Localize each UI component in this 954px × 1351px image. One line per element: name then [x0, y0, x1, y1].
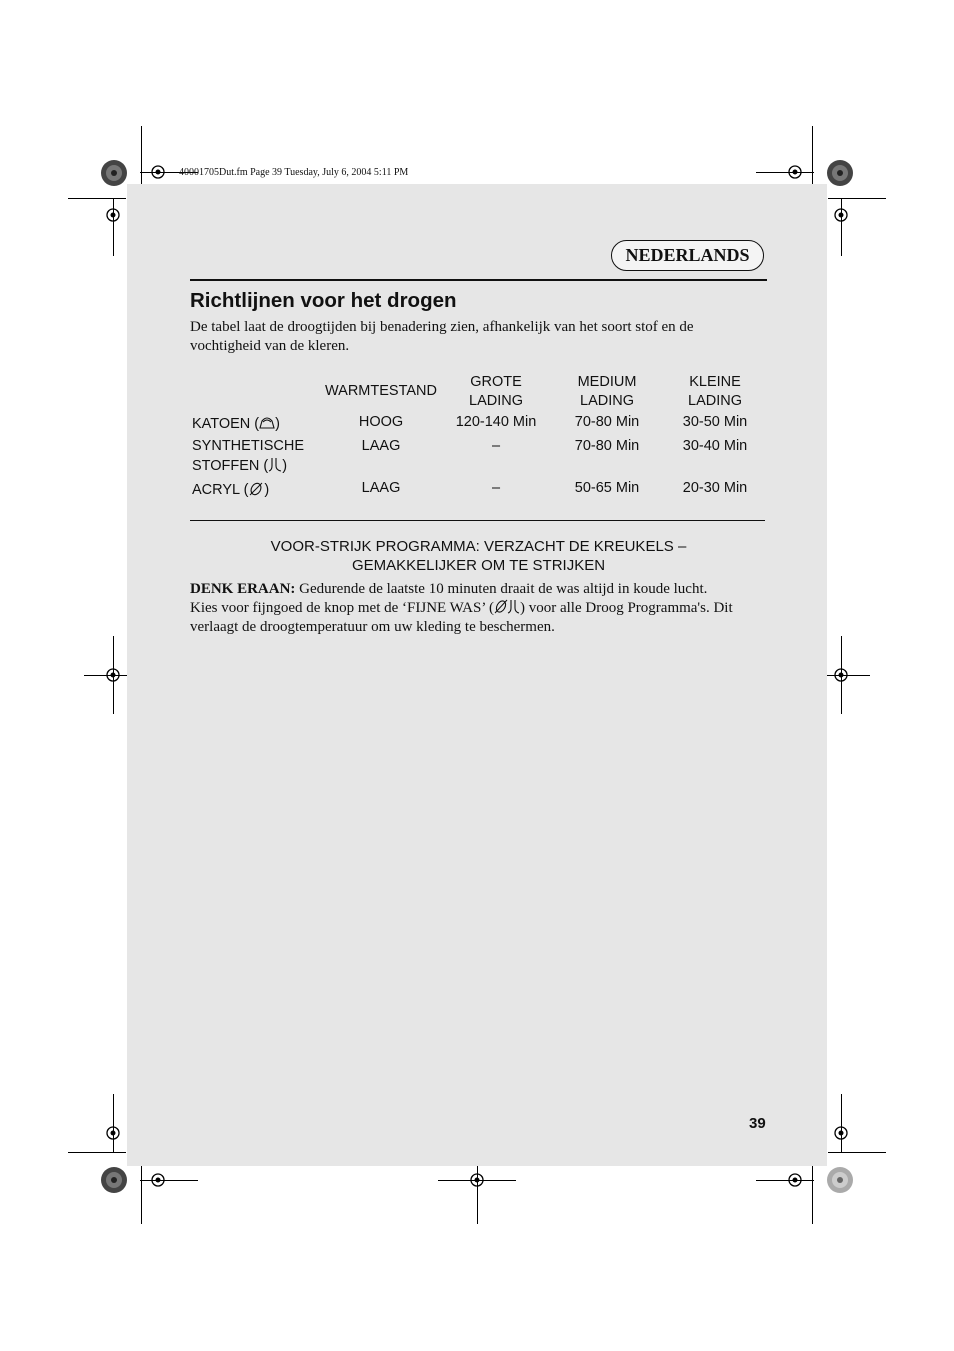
page-title: Richtlijnen voor het drogen: [190, 289, 457, 312]
table-row-synthetic-label-line1: SYNTHETISCHE: [192, 438, 304, 454]
crosshair-icon: [148, 1170, 168, 1190]
header-small-line2: LADING: [688, 393, 742, 409]
table-cell-acrylic-small: 20-30 Min: [682, 480, 748, 496]
pre-iron-heading: [190, 537, 767, 575]
header-small-line1: KLEINE: [689, 374, 741, 390]
table-cell-cotton-heat: HOOG: [358, 414, 404, 430]
cotton-icon: [259, 416, 275, 430]
crosshair-icon: [148, 162, 168, 182]
crosshair-icon: [785, 1170, 805, 1190]
delicate-wash-icon: [494, 599, 520, 614]
header-medium-line1: MEDIUM: [577, 374, 637, 390]
registration-mark-icon: [826, 159, 854, 187]
header-large-line2: LADING: [469, 393, 523, 409]
reminder-note: [190, 580, 770, 637]
header-large-line1: GROTE: [470, 374, 522, 390]
language-badge: NEDERLANDS: [611, 240, 764, 271]
crosshair-icon: [831, 205, 851, 225]
crosshair-icon: [103, 665, 123, 685]
crosshair-icon: [103, 1123, 123, 1143]
table-cell-synthetic-medium: 70-80 Min: [574, 438, 640, 454]
header-medium-line2: LADING: [580, 393, 634, 409]
table-bottom-rule: [190, 520, 765, 521]
registration-mark-icon: [100, 1166, 128, 1194]
header-rule: [190, 279, 767, 281]
note-line1: DENK ERAAN: Gedurende de laatste 10 minuten draait de was altijd in koude lucht.: [190, 581, 708, 597]
table-cell-synthetic-heat: LAAG: [361, 438, 401, 454]
table-row-cotton-label: KATOEN ( ): [192, 416, 280, 432]
page-number: 39: [749, 1115, 766, 1132]
table-row-synthetic-label-line2: STOFFEN ( ): [192, 458, 288, 474]
note-line3: verlaagt de droogtemperatuur om uw kleding te beschermen.: [190, 619, 555, 635]
header-heat: WARMTESTAND: [325, 383, 437, 399]
pre-iron-heading-line1: VOOR-STRIJK PROGRAMMA: VERZACHT DE KREUKELS –: [270, 538, 687, 555]
crosshair-icon: [831, 665, 851, 685]
table-cell-cotton-medium: 70-80 Min: [574, 414, 640, 430]
note-label: DENK ERAAN:: [190, 581, 296, 597]
table-cell-acrylic-heat: LAAG: [361, 480, 401, 496]
crosshair-icon: [831, 1123, 851, 1143]
table-cell-synthetic-small: 30-40 Min: [682, 438, 748, 454]
acrylic-icon: [248, 482, 264, 496]
note-line2: Kies voor fijngoed de knop met de ‘FIJNE WAS’ ( ) voor alle Droog Programma's. Dit: [190, 600, 733, 616]
crosshair-icon: [467, 1170, 487, 1190]
table-cell-acrylic-medium: 50-65 Min: [574, 480, 640, 496]
table-row-acrylic-label: ACRYL ( ): [192, 482, 270, 498]
registration-mark-icon: [100, 159, 128, 187]
registration-mark-icon: [826, 1166, 854, 1194]
crosshair-icon: [103, 205, 123, 225]
crosshair-icon: [785, 162, 805, 182]
synthetic-icon: [268, 457, 282, 472]
file-header-meta: 40001705Dut.fm Page 39 Tuesday, July 6, 2004 5:11 PM: [179, 167, 409, 178]
table-cell-cotton-small: 30-50 Min: [682, 414, 748, 430]
intro-paragraph: De tabel laat de droogtijden bij benadering zien, afhankelijk van het soort stof en de vochtigheid van de kleren.: [190, 319, 694, 354]
table-cell-acrylic-large: –: [491, 480, 501, 496]
table-cell-synthetic-large: –: [491, 438, 501, 454]
pre-iron-heading-line2: GEMAKKELIJKER OM TE STRIJKEN: [351, 557, 606, 574]
table-cell-cotton-large: 120-140 Min: [455, 414, 537, 430]
